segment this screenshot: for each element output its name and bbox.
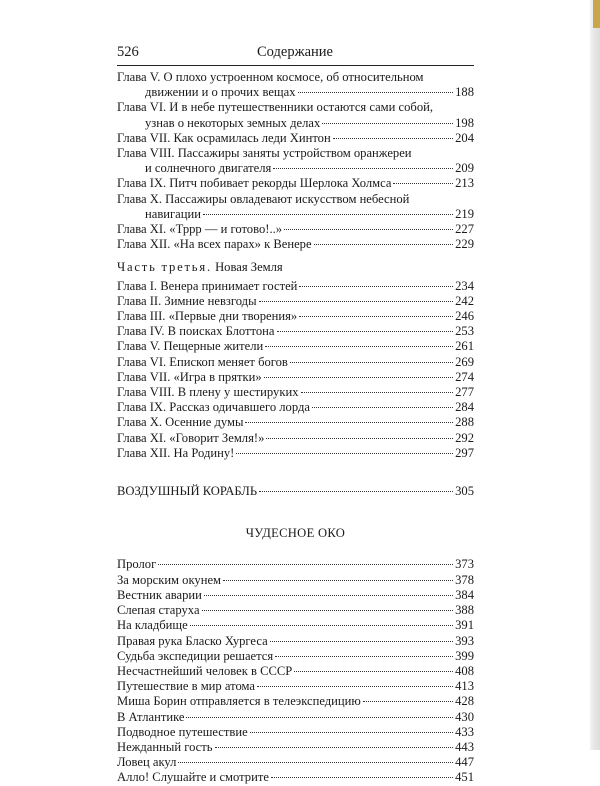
toc-entry[interactable] [117, 339, 474, 354]
toc-entry-page: 305 [455, 484, 474, 499]
toc-entry-title: Глава XI. «Говорит Земля!» [117, 430, 265, 445]
toc-entry-page: 213 [455, 176, 474, 191]
dot-leader [186, 717, 453, 718]
toc-entry-last-line [117, 237, 474, 252]
toc-entry[interactable] [117, 725, 474, 740]
toc-entry[interactable] [117, 131, 474, 146]
toc-entry-page: 447 [455, 755, 474, 770]
toc-entry-last-line [117, 161, 474, 176]
toc-entry-page: 451 [455, 770, 474, 785]
toc-entry[interactable] [117, 385, 474, 400]
wonder-eye-chapters [117, 557, 474, 785]
toc-entry-title: Глава VII. «Игра в прятки» [117, 369, 262, 384]
toc-entry-title: Глава IV. В поисках Блоттона [117, 324, 275, 339]
toc-entry-page: 209 [455, 161, 474, 176]
dot-leader [314, 244, 454, 245]
part-three-title: Новая Земля [215, 260, 283, 275]
toc-entry[interactable] [117, 649, 474, 664]
toc-entry-title-line: движении и о прочих вещах [145, 85, 296, 100]
toc-entry-page: 188 [455, 85, 474, 100]
dot-leader [250, 732, 453, 733]
toc-entry-last-line [117, 85, 474, 100]
toc-entry-title: Глава III. «Первые дни творения» [117, 309, 298, 324]
toc-entry-title: В Атлантике [117, 709, 185, 724]
dot-leader [158, 564, 453, 565]
dot-leader [294, 671, 453, 672]
dot-leader [299, 286, 453, 287]
toc-entry[interactable] [117, 664, 474, 679]
toc-entry-page: 393 [455, 633, 474, 648]
toc-entry-title: Глава IX. Рассказ одичавшего лорда [117, 400, 310, 415]
dot-leader [215, 747, 454, 748]
dot-leader [190, 625, 453, 626]
dot-leader [264, 377, 453, 378]
toc-entry-page: 253 [455, 324, 474, 339]
dot-leader [266, 438, 453, 439]
dot-leader [284, 229, 453, 230]
toc-entry-title: Глава VIII. В плену у шестируких [117, 385, 299, 400]
toc-entry-page: 219 [455, 206, 474, 221]
toc-entry-title: Миша Борин отправляется в телеэкспедицию [117, 694, 361, 709]
toc-entry-page: 204 [455, 130, 474, 145]
toc-entry-title-line: Глава VII. Как осрамилась леди Хинтон [117, 130, 331, 145]
toc-entry-page: 288 [455, 415, 474, 430]
dot-leader [363, 701, 453, 702]
toc-entry[interactable] [117, 679, 474, 694]
toc-entry[interactable] [117, 694, 474, 709]
toc-entry-page: 428 [455, 694, 474, 709]
toc-entry-last-line [117, 131, 474, 146]
dot-leader [257, 686, 453, 687]
toc-entry-page: 242 [455, 293, 474, 308]
toc-entry[interactable] [117, 309, 474, 324]
toc-entry-title-line: Глава V. О плохо устроенном космосе, об относительном [117, 70, 424, 84]
part-three-label: Часть третья. [117, 260, 212, 275]
toc-entry-last-line [117, 222, 474, 237]
part-three-chapters [117, 279, 474, 461]
dot-leader [245, 422, 453, 423]
toc-entry-page: 234 [455, 278, 474, 293]
toc-entry-title: Алло! Слушайте и смотрите [117, 770, 269, 785]
toc-entry[interactable] [117, 740, 474, 755]
dot-leader [202, 610, 454, 611]
dot-leader [204, 595, 453, 596]
dot-leader [271, 777, 453, 778]
part-two-chapters [117, 70, 474, 252]
toc-entry-page: 378 [455, 572, 474, 587]
dot-leader [178, 762, 453, 763]
dot-leader [277, 331, 454, 332]
toc-entry[interactable] [117, 100, 474, 130]
toc-entry-title: Глава XII. На Родину! [117, 445, 235, 460]
toc-entry-page: 430 [455, 709, 474, 724]
toc-entry[interactable] [117, 146, 474, 176]
wonder-eye-heading: ЧУДЕСНОЕ ОКО [245, 526, 346, 541]
toc-entry-page: 443 [455, 739, 474, 754]
toc-entry-last-line [117, 207, 474, 222]
dot-leader [333, 138, 453, 139]
dot-leader [301, 392, 454, 393]
toc-entry-title: Вестник аварии [117, 587, 202, 602]
toc-entry-page: 297 [455, 445, 474, 460]
toc-entry-page: 229 [455, 237, 474, 252]
toc-entry[interactable] [117, 192, 474, 222]
toc-entry-page: 284 [455, 400, 474, 415]
toc-entry-page: 261 [455, 339, 474, 354]
dot-leader [393, 183, 453, 184]
toc-entry[interactable] [117, 294, 474, 309]
bookmark-ribbon [593, 0, 600, 28]
toc-entry[interactable] [117, 573, 474, 588]
toc-entry[interactable] [117, 770, 474, 785]
dot-leader [290, 362, 453, 363]
toc-entry[interactable] [117, 557, 474, 572]
toc-entry-title: Глава II. Зимние невзгоды [117, 293, 257, 308]
toc-entry-title-line: Глава VIII. Пассажиры заняты устройством оранжереи [117, 146, 412, 161]
toc-entry[interactable] [117, 176, 474, 191]
dot-leader [270, 641, 453, 642]
toc-entry-page: 198 [455, 115, 474, 130]
header-rule [117, 65, 474, 66]
toc-entry-page: 274 [455, 369, 474, 384]
dot-leader [223, 580, 453, 581]
toc-entry-title-line: навигации [145, 206, 201, 221]
toc-entry[interactable] [117, 237, 474, 252]
toc-entry-page: 413 [455, 679, 474, 694]
toc-entry-title-line: Глава X. Пассажиры овладевают искусством небесной [117, 191, 410, 206]
toc-entry[interactable] [117, 588, 474, 603]
table-of-contents [117, 70, 474, 786]
toc-entry[interactable] [117, 355, 474, 370]
part-three-heading [117, 260, 474, 275]
toc-entry[interactable] [117, 70, 474, 100]
dot-leader [312, 407, 453, 408]
toc-entry-title: Подводное путешествие [117, 724, 248, 739]
dot-leader [275, 656, 453, 657]
toc-entry[interactable] [117, 618, 474, 633]
toc-entry-last-line [117, 116, 474, 131]
toc-entry-page: 433 [455, 724, 474, 739]
toc-entry-title: Глава X. Осенние думы [117, 415, 244, 430]
toc-entry-title: Судьба экспедиции решается [117, 648, 274, 663]
toc-entry[interactable] [117, 324, 474, 339]
dot-leader [322, 123, 453, 124]
dot-leader [299, 316, 453, 317]
toc-entry-page: 408 [455, 663, 474, 678]
toc-entry[interactable] [117, 370, 474, 385]
toc-entry-page: 391 [455, 618, 474, 633]
toc-entry-page: 399 [455, 648, 474, 663]
toc-entry[interactable] [117, 279, 474, 294]
toc-entry-title-line: узнав о некоторых земных делах [145, 115, 321, 130]
toc-entry-page: 227 [455, 222, 474, 237]
dot-leader [259, 301, 454, 302]
toc-entry-title: Ловец акул [117, 755, 177, 770]
toc-entry-last-line [117, 176, 474, 191]
toc-entry[interactable] [117, 446, 474, 461]
dot-leader [273, 168, 453, 169]
toc-entry[interactable] [117, 415, 474, 430]
toc-entry-title: Несчастнейший человек в СССР [117, 663, 293, 678]
toc-entry-title: Глава V. Пещерные жители [117, 339, 264, 354]
toc-entry-title-line: Глава VI. И в небе путешественники остаются сами собой, [117, 100, 434, 115]
toc-entry-page: 246 [455, 309, 474, 324]
toc-entry-title: На кладбище [117, 618, 188, 633]
toc-entry[interactable] [117, 400, 474, 415]
toc-entry-title-line: Глава IX. Питч побивает рекорды Шерлока Холмса [117, 176, 392, 191]
dot-leader [203, 214, 453, 215]
toc-entry-title: Глава VI. Епископ меняет богов [117, 354, 288, 369]
toc-entry-title: Глава I. Венера принимает гостей [117, 278, 298, 293]
toc-entry-page: 388 [455, 603, 474, 618]
running-title: Содержание [257, 44, 333, 60]
toc-entry[interactable] [117, 755, 474, 770]
spacer [117, 252, 474, 260]
toc-entry-title: Правая рука Бласко Хургеса [117, 633, 268, 648]
page-number: 526 [117, 44, 139, 60]
toc-entry-page: 292 [455, 430, 474, 445]
toc-entry-title: Пролог [117, 557, 157, 572]
toc-entry-title: Нежданный гость [117, 739, 213, 754]
toc-entry[interactable] [117, 222, 474, 237]
book-page-edge [590, 0, 600, 750]
toc-entry[interactable] [117, 634, 474, 649]
toc-entry[interactable] [117, 710, 474, 725]
toc-entry-title: Слепая старуха [117, 603, 200, 618]
dot-leader [265, 346, 453, 347]
toc-entry-title-line: и солнечного двигателя [145, 161, 272, 176]
toc-entry-page: 277 [455, 385, 474, 400]
dot-leader [236, 453, 453, 454]
toc-entry-page: 384 [455, 587, 474, 602]
dot-leader [298, 92, 454, 93]
toc-entry-title: ВОЗДУШНЫЙ КОРАБЛЬ [117, 484, 258, 499]
toc-entry-airship[interactable] [117, 484, 474, 499]
toc-entry-title: Путешествие в мир атома [117, 679, 255, 694]
toc-entry-page: 373 [455, 557, 474, 572]
toc-entry-title-line: Глава XI. «Тррр — и готово!..» [117, 222, 283, 237]
toc-entry-page: 269 [455, 354, 474, 369]
toc-entry-title-line: Глава XII. «На всех парах» к Венере [117, 237, 312, 252]
toc-entry[interactable] [117, 603, 474, 618]
toc-entry[interactable] [117, 431, 474, 446]
page-header [117, 44, 473, 64]
toc-entry-title: За морским окунем [117, 572, 222, 587]
dot-leader [259, 491, 453, 492]
